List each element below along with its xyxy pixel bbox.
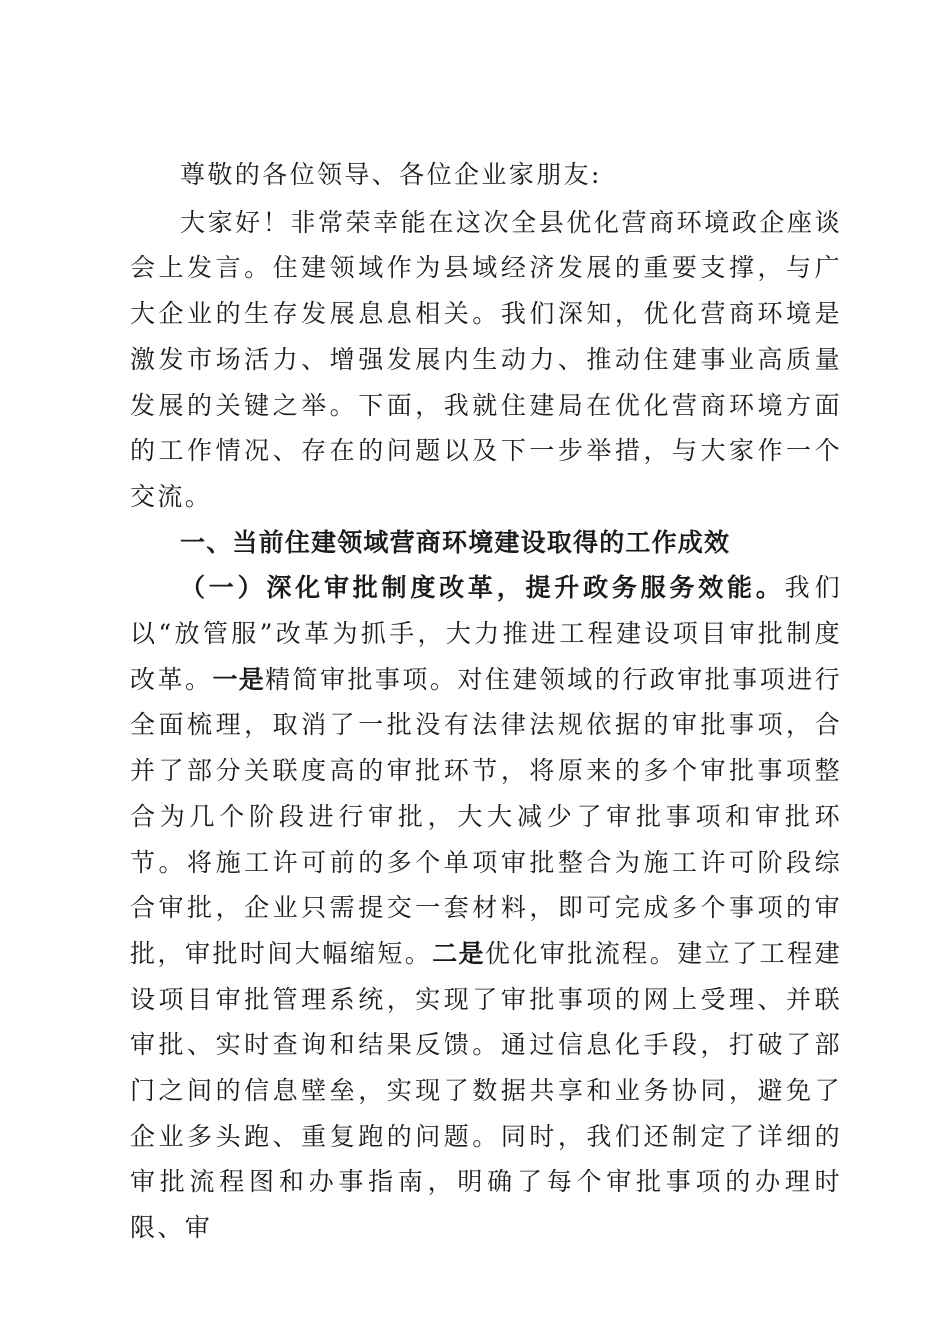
subsection-lead: 我们以“放管服”改革为抓手，大力推进工程建设项目审批制度改革。 (130, 573, 842, 694)
subsection-title: （一）深化审批制度改革，提升政务服务效能。 (180, 573, 785, 603)
salutation: 尊敬的各位领导、各位企业家朋友: (180, 160, 602, 189)
document-body (130, 152, 842, 1251)
section-heading: 一、当前住建领域营商环境建设取得的工作成效 (180, 527, 731, 557)
point2-label: 二是 (432, 938, 485, 968)
point2-text: 优化审批流程。建立了工程建设项目审批管理系统，实现了审批事项的网上受理、并联审批、实时查询和结果反馈。通过信息化手段，打破了部门之间的信息壁垒，实现了数据共享和业务协同，避免了企业多头跑、重复跑的问题。同时，我们还制定了详细的审批流程图和办事指南，明确了每个审批事项的办理时限、审 (130, 938, 842, 1243)
intro-paragraph: 大家好！非常荣幸能在这次全县优化营商环境政企座谈会上发言。住建领域作为县域经济发展的重要支撑，与广大企业的生存发展息息相关。我们深知，优化营商环境是激发市场活力、增强发展内生动力、推动住建事业高质量发展的关键之举。下面，我就住建局在优化营商环境方面的工作情况、存在的问题以及下一步举措，与大家作一个交流。 (130, 207, 842, 511)
point1-label: 一是 (212, 664, 266, 694)
point1-text: 精简审批事项。对住建领域的行政审批事项进行全面梳理，取消了一批没有法律法规依据的审批事项，合并了部分关联度高的审批环节，将原来的多个审批事项整合为几个阶段进行审批，大大减少了审批事项和审批环节。将施工许可前的多个单项审批整合为施工许可阶段综合审批，企业只需提交一套材料，即可完成多个事项的审批，审批时间大幅缩短。 (130, 664, 843, 968)
subsection-paragraph (130, 565, 842, 1251)
